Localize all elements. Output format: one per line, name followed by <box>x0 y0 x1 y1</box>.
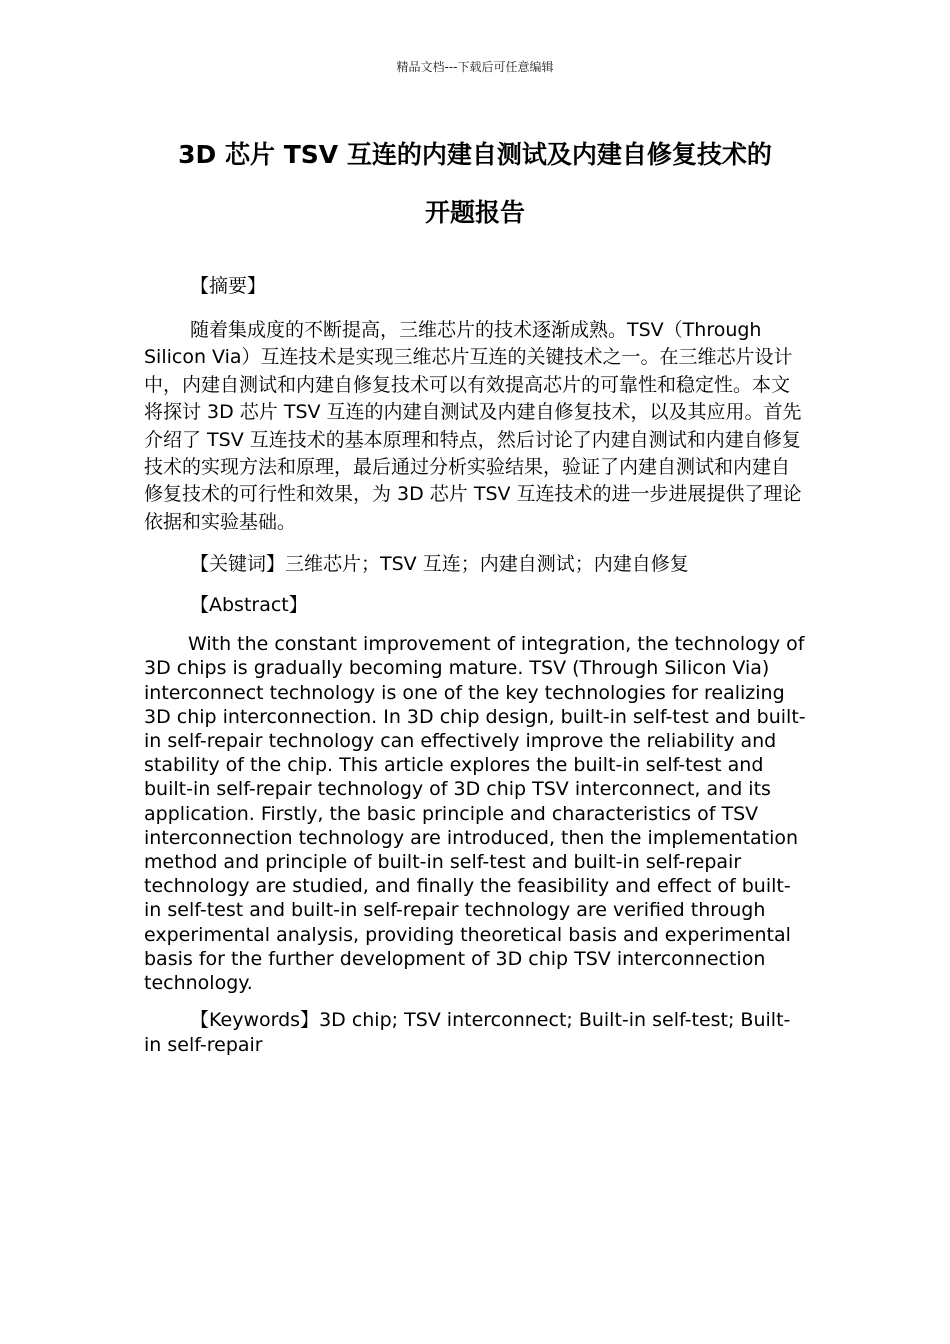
keywords-en-label: 【Keywords】 <box>190 1009 320 1032</box>
keywords-en-line <box>144 1008 806 1056</box>
document-body <box>144 272 806 1057</box>
document-title-line-2: 开题报告 <box>424 198 525 227</box>
document-title-line-1: 3D 芯片 TSV 互连的内建自测试及内建自修复技术的 <box>178 140 772 169</box>
abstract-cn-label: 【摘要】 <box>190 275 267 297</box>
keywords-cn-label: 【关键词】 <box>190 553 286 576</box>
abstract-en-label: 【Abstract】 <box>190 594 308 617</box>
keywords-en-text: 3D chip; TSV interconnect; Built-in self-test; Built-in self-repair <box>144 1009 791 1056</box>
abstract-cn-text: 随着集成度的不断提高，三维芯片的技术逐渐成熟。TSV（Through Silicon Via）互连技术是实现三维芯片互连的关键技术之一。在三维芯片设计中，内建自测试和内建自修复技术可以有效提高芯片的可靠性和稳定性。本文将探讨 3D 芯片 TSV 互连的内建自测试及内建自修复技术，以及其应用。首先介绍了 TSV 互连技术的基本原理和特点，然后讨论了内建自测试和内建自修复技术的实现方法和原理，最后通过分析实验结果，验证了内建自测试和内建自修复技术的可行性和效果，为 3D 芯片 TSV 互连技术的进一步进展提供了理论依据和实验基础。 <box>144 319 802 533</box>
keywords-cn-text: 三维芯片；TSV 互连；内建自测试；内建自修复 <box>285 553 689 576</box>
page-header-note: 精品文档---下载后可任意编辑 <box>396 60 554 74</box>
abstract-en-text: With the constant improvement of integration, the technology of 3D chips is gradually becoming mature. TSV (Through Silicon Via) interconnect technology is one of the key technologies for realizing 3D chip interconnection. In 3D chip design, built-in self-test and built-in self-repair technology can effectively improve the reliability and stability of the chip. This article explores the built-in self-test and built-in self-repair technology of 3D chip TSV interconnect, and its application. Firstly, the basic principle and characteristics of TSV interconnection technology are introduced, then the implementation method and principle of built-in self-test and built-in self-repair technology are studied, and finally the feasibility and effect of built-in self-test and built-in self-repair technology are verified through experimental analysis, providing theoretical basis and experimental basis for the further development of 3D chip TSV interconnection technology. <box>144 633 806 995</box>
keywords-cn-line <box>144 550 806 578</box>
